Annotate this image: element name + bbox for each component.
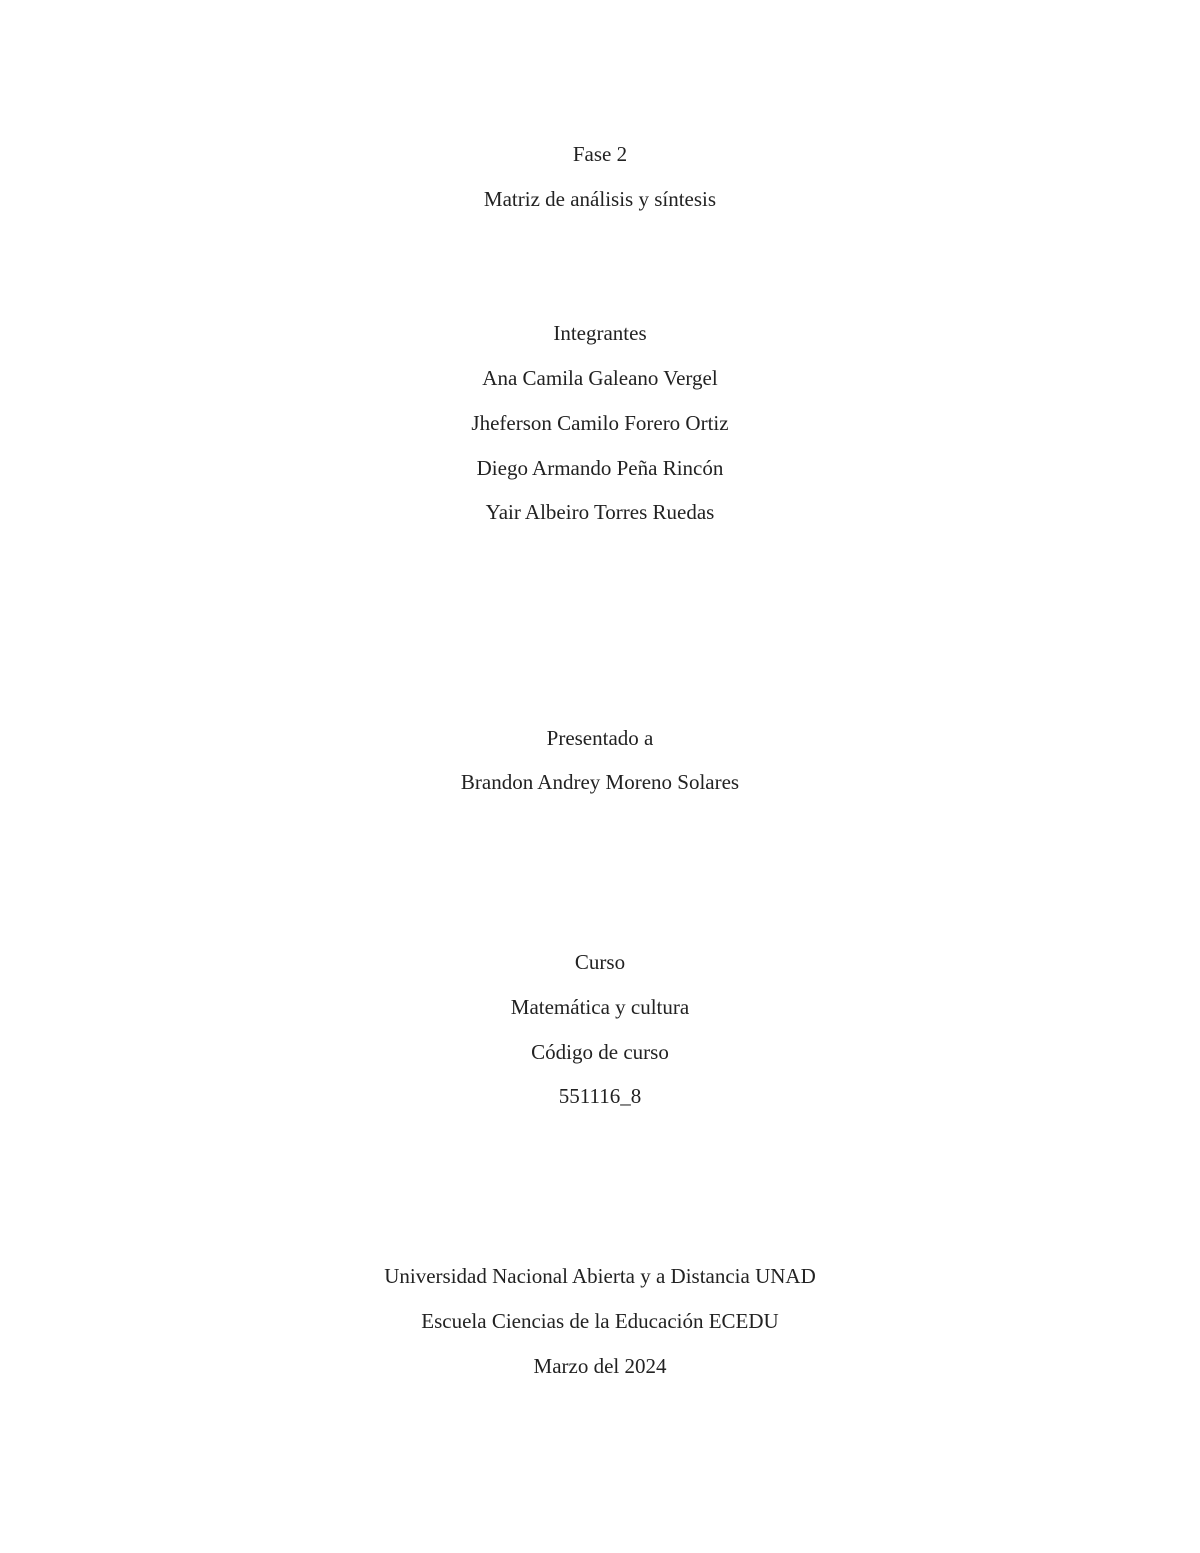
member-name: Jheferson Camilo Forero Ortiz xyxy=(471,411,729,435)
member-name: Ana Camila Galeano Vergel xyxy=(482,366,718,390)
course-code-label: Código de curso xyxy=(531,1040,669,1064)
university-name: Universidad Nacional Abierta y a Distancia UNAD xyxy=(384,1264,816,1288)
document-date: Marzo del 2024 xyxy=(533,1354,667,1378)
school-name: Escuela Ciencias de la Educación ECEDU xyxy=(421,1309,779,1333)
course-heading: Curso xyxy=(574,950,626,974)
member-name: Diego Armando Peña Rincón xyxy=(476,456,724,480)
presented-to-heading: Presentado a xyxy=(546,726,654,750)
professor-name: Brandon Andrey Moreno Solares xyxy=(460,770,740,794)
course-code: 551116_8 xyxy=(558,1084,642,1108)
document-subtitle: Matriz de análisis y síntesis xyxy=(483,187,717,211)
course-name: Matemática y cultura xyxy=(510,995,690,1019)
members-heading: Integrantes xyxy=(553,321,647,345)
phase-title: Fase 2 xyxy=(572,142,628,166)
member-name: Yair Albeiro Torres Ruedas xyxy=(485,500,715,524)
